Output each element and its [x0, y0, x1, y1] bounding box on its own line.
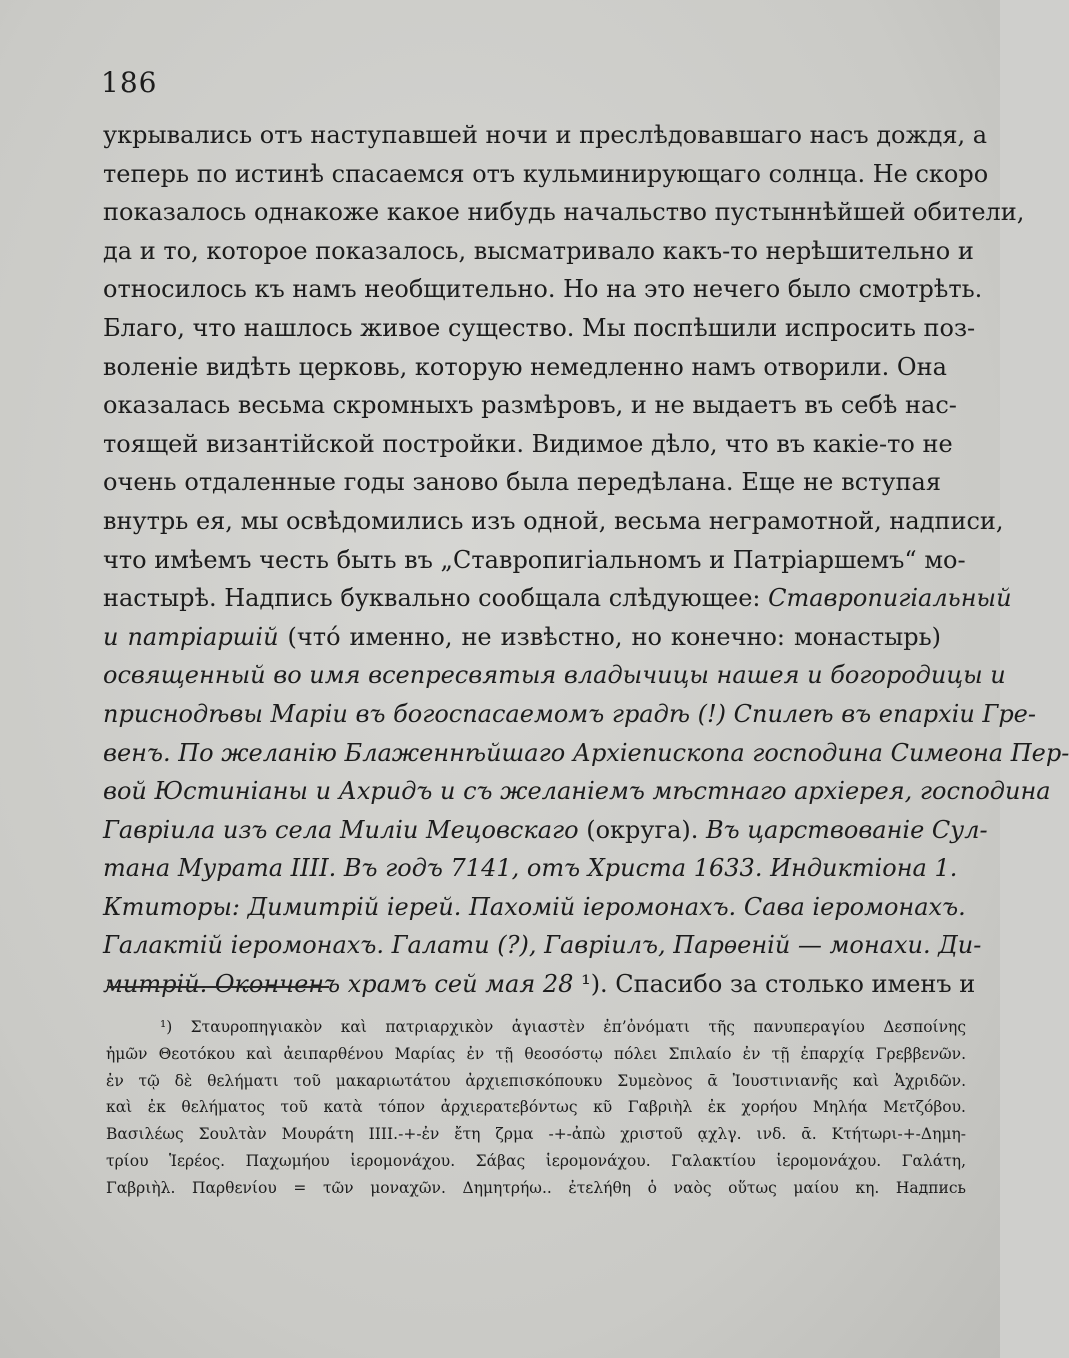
- text-segment: ¹). Спасибо за столько именъ и: [573, 970, 976, 999]
- text-segment: относилось къ намъ необщительно. Но на это нечего было смотрѣть.: [103, 275, 983, 304]
- italic-segment: Ставропигіальный: [768, 584, 1012, 613]
- text-line: [103, 579, 1012, 618]
- text-line: [103, 926, 982, 965]
- text-segment: воленіе видѣть церковь, которую немедленно намъ отворили. Она: [103, 352, 947, 381]
- page-number: 186: [101, 66, 158, 99]
- text-segment: (округа).: [578, 815, 707, 844]
- main-text: [103, 116, 1069, 1004]
- text-segment: Благо, что нашлось живое существо. Мы поспѣшили испросить поз-: [103, 313, 976, 342]
- text-line: [103, 348, 947, 387]
- text-line: [103, 656, 1006, 695]
- italic-segment: венъ. По желанію Блаженнѣйшаго Архіепископа господина Симеона Пер-: [103, 738, 1069, 767]
- text-line: [103, 463, 941, 502]
- footnotes: [106, 1014, 966, 1202]
- text-line: [103, 734, 1069, 773]
- text-line: [103, 502, 1004, 541]
- text-line: [103, 888, 966, 927]
- text-segment: (что́ именно, не извѣстно, но конечно: монастырь): [278, 622, 942, 651]
- italic-segment: приснодѣвы Маріи въ богоспасаемомъ градѣ (!) Спилеѣ въ епархіи Гре-: [103, 699, 1036, 728]
- text-segment: теперь по истинѣ спасаемся отъ кульминирующаго солнца. Не скоро: [103, 159, 989, 188]
- footnote-line: καὶ ἐκ θελήματος τοῦ κατὰ τόπον ἀρχιερατεβόντως κῦ Γαβριὴλ ἐκ χορήου Μηλήα Μετζόβου.: [106, 1098, 966, 1117]
- italic-segment: Гавріила изъ села Миліи Мецовскаго: [103, 815, 579, 844]
- text-line: [103, 849, 958, 888]
- text-line: [103, 425, 953, 464]
- footnote-line: ¹) Σταυροπηγιακὸν καὶ πατριαρχικὸν ἁγιαστὲν ἐπ’ὀνόματι τῆς πανυπεραγίου Δεσποίνης: [160, 1018, 966, 1036]
- text-segment: показалось однакоже какое нибудь начальство пустыннѣйшей обители,: [103, 198, 1025, 227]
- text-line: [103, 232, 974, 271]
- footnote-line: Βασιλέως Σουλτὰν Μουράτη IIII.-+-ἐν ἔτη ζρμα -+-ἀπὼ χριστοῦ ᾳχλγ. ινδ. ᾱ. Κτήτωρι-+-Δημη-: [106, 1125, 966, 1144]
- text-segment: тоящей византійской постройки. Видимое дѣло, что въ какіе-то не: [103, 429, 953, 458]
- text-segment: да и то, которое показалось, высматривало какъ-то нерѣшительно и: [103, 236, 974, 265]
- text-line: [103, 695, 1036, 734]
- text-segment: что имѣемъ честь быть въ „Ставропигіальномъ и Патріаршемъ“ мо-: [103, 545, 966, 574]
- footnote-line: ἡμῶν Θεοτόκου καὶ ἀειπαρθένου Μαρίας ἐν τῇ θεοσόστῳ πόλει Σπιλαίο ἐν τῇ ἐπαρχίᾳ Γρεββενῶν.: [106, 1044, 966, 1063]
- italic-segment: Въ царствованіе Сул-: [706, 815, 988, 844]
- italic-segment: Ктиторы: Димитрій іерей. Пахомій іеромонахъ. Сава іеромонахъ.: [103, 892, 966, 921]
- italic-segment: Галактій іеромонахъ. Галати (?), Гавріилъ, Парѳеній — монахи. Ди-: [103, 931, 982, 960]
- footnote-separator: [107, 986, 329, 988]
- italic-segment: вой Юстиніаны и Ахридъ и съ желаніемъ мѣстнаго архіерея, господина: [103, 777, 1051, 806]
- text-line: [103, 155, 989, 194]
- text-line: [103, 618, 941, 657]
- footnote-line: τρίου Ἱερέος. Παχωμήου ἱερομονάχου. Σάβας ἱερομονάχου. Γαλακτίου ἱερομονάχου. Γαλάτη,: [106, 1151, 966, 1170]
- text-line: [103, 386, 957, 425]
- text-line: [103, 309, 976, 348]
- italic-segment: тана Мурата IIII. Въ годъ 7141, отъ Христа 1633. Индиктіона 1.: [103, 854, 958, 883]
- text-line: [103, 270, 983, 309]
- text-segment: внутрь ея, мы освѣдомились изъ одной, весьма неграмотной, надписи,: [103, 506, 1004, 535]
- text-line: [103, 965, 976, 1004]
- text-segment: настырѣ. Надпись буквально сообщала слѣдующее:: [103, 584, 769, 613]
- text-line: [103, 811, 988, 850]
- text-line: [103, 193, 1025, 232]
- italic-segment: освященный во имя всепресвятыя владычицы нашея и богородицы и: [103, 661, 1006, 690]
- text-segment: оказалась весьма скромныхъ размѣровъ, и не выдаетъ въ себѣ нас-: [103, 391, 957, 420]
- text-segment: очень отдаленные годы заново была передѣлана. Еще не вступая: [103, 468, 941, 497]
- text-line: [103, 772, 1051, 811]
- footnote-line: Γαβριὴλ. Παρθενίου = τῶν μοναχῶν. Δημητρήω.. ἐτελήθη ὁ ναὸς οὕτως μαίου κη. Надпись: [106, 1178, 966, 1197]
- italic-segment: и патріаршій: [103, 622, 279, 651]
- footnote-line: ἐν τῷ δὲ θελήματι τοῦ μακαριωτάτου ἀρχιεπισκόπουκυ Συμεὸνος ᾱ Ἰουστινιανῆς καὶ Ἀχριδῶν.: [106, 1071, 966, 1090]
- text-segment: укрывались отъ наступавшей ночи и преслѣдовавшаго насъ дождя, а: [103, 121, 988, 149]
- italic-segment: митрій. Оконченъ храмъ сей мая 28: [103, 970, 574, 999]
- text-line: [103, 541, 966, 580]
- text-line: [103, 116, 988, 155]
